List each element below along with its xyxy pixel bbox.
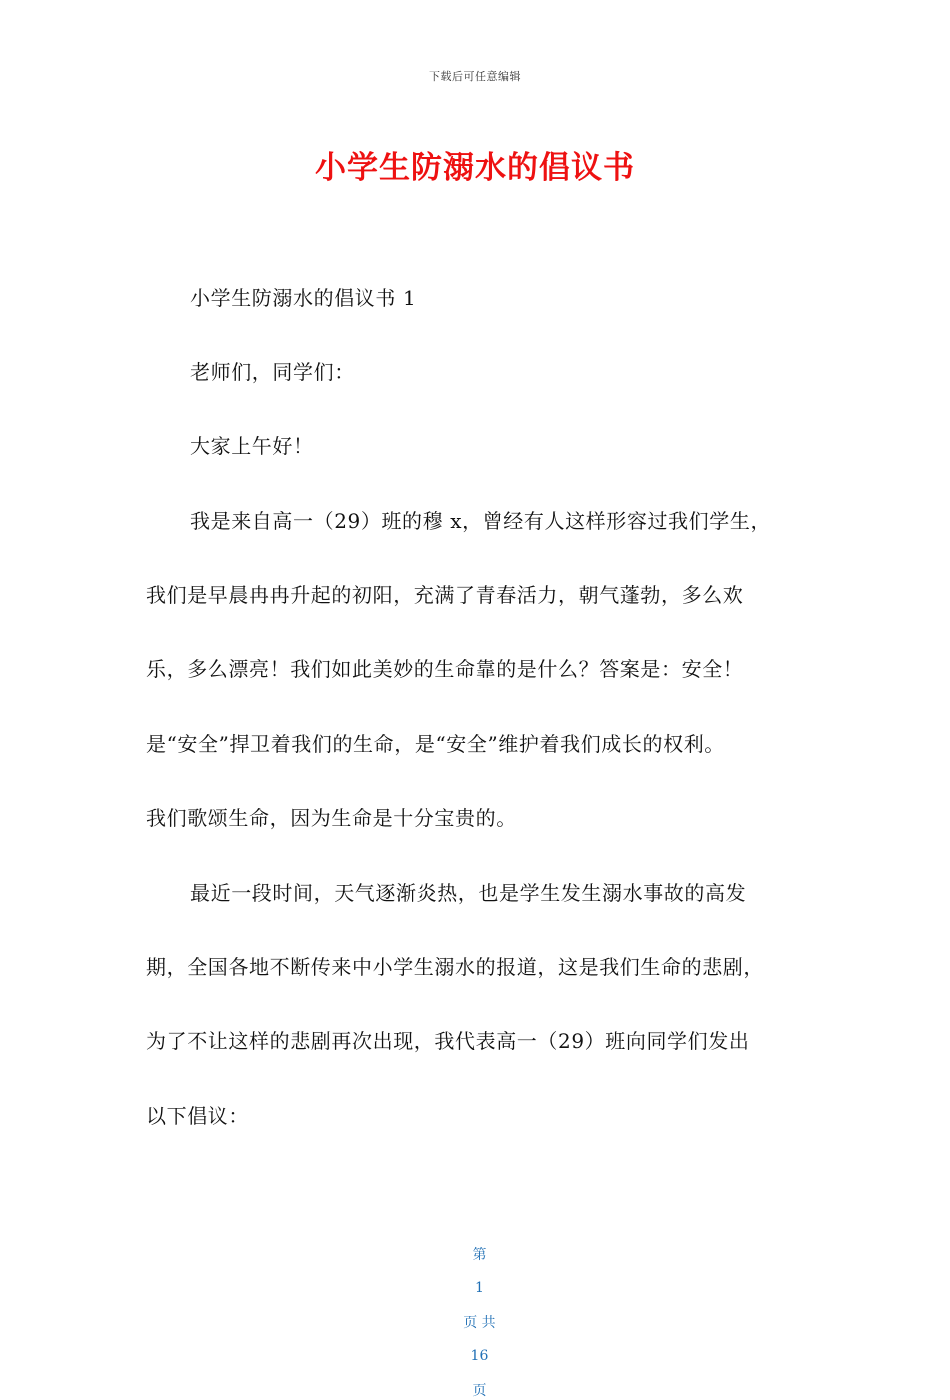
footer-middle: 页 共 [463,1315,496,1331]
paragraph-line: 乐，多么漂亮！我们如此美妙的生命靠的是什么？答案是：安全！ [146,657,744,681]
paragraph-line: 我们是早晨冉冉升起的初阳，充满了青春活力，朝气蓬勃，多么欢 [146,583,744,607]
paragraph-line: 最近一段时间，天气逐渐炎热，也是学生发生溺水事故的高发 [190,881,747,905]
salutation: 老师们，同学们： [190,360,355,384]
paragraph-line: 我是来自高一（29）班的穆 x，曾经有人这样形容过我们学生， [190,509,772,533]
document-title: 小学生防溺水的倡议书 [315,150,635,186]
current-page-number: 1 [474,1280,484,1296]
footer-prefix: 第 [472,1247,487,1263]
paragraph-line: 是“安全”捍卫着我们的生命，是“安全”维护着我们成长的权利。 [146,732,725,756]
greeting: 大家上午好！ [190,434,314,458]
header-note: 下载后可任意编辑 [429,70,521,83]
paragraph-line: 期，全国各地不断传来中小学生溺水的报道，这是我们生命的悲剧， [146,955,764,979]
paragraph-line: 以下倡议： [146,1104,249,1128]
footer-suffix: 页 [472,1383,487,1399]
paragraph-line: 为了不让这样的悲剧再次出现，我代表高一（29）班向同学们发出 [146,1029,750,1053]
page-footer [0,1228,950,1400]
section-heading: 小学生防溺水的倡议书 1 [190,286,417,310]
total-pages-number: 16 [470,1348,489,1364]
paragraph-line: 我们歌颂生命，因为生命是十分宝贵的。 [146,806,517,830]
